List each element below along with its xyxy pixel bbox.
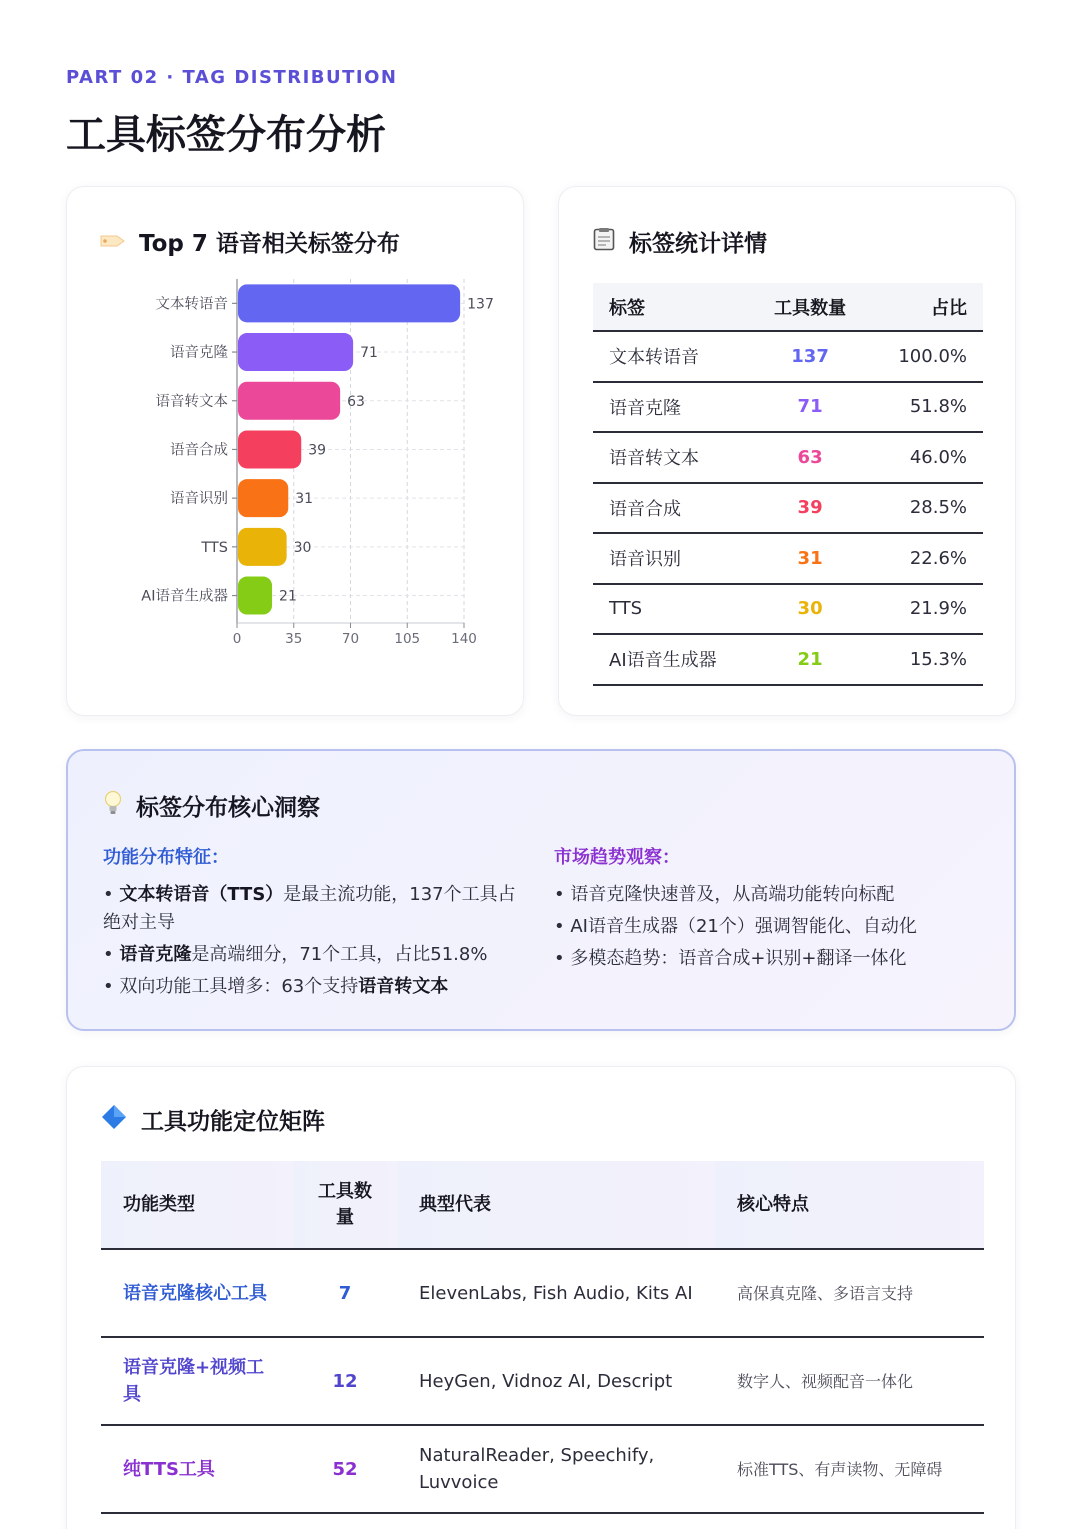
blue-diamond-icon (101, 1104, 127, 1136)
category-label: 语音识别 (170, 491, 228, 508)
stats-card-title (593, 225, 767, 258)
stats-tag: 语音克隆 (593, 382, 751, 433)
stats-tag: 语音合成 (593, 483, 751, 534)
bar (238, 382, 340, 420)
matrix-card-title-text: 工具功能定位矩阵 (141, 1109, 325, 1135)
data-label: 39 (308, 442, 327, 459)
table-row (593, 584, 983, 635)
stats-count: 137 (751, 331, 869, 382)
insight-right-column (554, 843, 994, 977)
bar (238, 430, 301, 468)
insight-left-line-1-rest: 是最主流功能，137个工具占绝对主导 (103, 884, 516, 933)
chart-card-title-text: Top 7 语音相关标签分布 (139, 231, 400, 257)
stats-tag: 文本转语音 (593, 331, 751, 382)
stats-count: 21 (751, 634, 869, 685)
table-row (593, 432, 983, 483)
matrix-type: 语音克隆+视频工具 (101, 1337, 293, 1425)
insight-right-line-3-text: 多模态趋势：语音合成+识别+翻译一体化 (570, 948, 907, 969)
matrix-count: 52 (293, 1425, 397, 1513)
category-label: 语音克隆 (170, 345, 228, 362)
insight-card (66, 749, 1016, 1031)
insight-right-heading: 市场趋势观察： (554, 847, 680, 868)
matrix-type: 纯TTS工具 (101, 1425, 293, 1513)
matrix-count: 7 (293, 1249, 397, 1337)
tag-stats-card (558, 186, 1016, 716)
insight-card-title-text: 标签分布核心洞察 (136, 795, 320, 821)
matrix-feature: 数字人、视频配音一体化 (715, 1337, 984, 1425)
bar (238, 528, 287, 566)
stats-tag: TTS (593, 584, 751, 635)
tag-distribution-chart-card (66, 186, 524, 716)
table-row (593, 331, 983, 382)
tag-stats-table (593, 283, 983, 686)
matrix-rep: NaturalReader, Speechify, Luvvoice (397, 1425, 715, 1513)
x-tick-label: 105 (394, 631, 421, 647)
matrix-header-rep: 典型代表 (397, 1161, 715, 1249)
x-tick-label: 70 (341, 631, 360, 647)
insight-left-heading: 功能分布特征： (103, 847, 229, 868)
table-row (593, 533, 983, 584)
data-label: 71 (360, 345, 378, 362)
table-row (593, 483, 983, 534)
insight-right-line-3: • 多模态趋势：语音合成+识别+翻译一体化 (554, 948, 907, 969)
bar (238, 284, 460, 322)
stats-pct: 28.5% (869, 483, 983, 534)
clipboard-icon (593, 227, 615, 257)
category-label: TTS (201, 539, 228, 556)
header-count: 工具数量 (751, 283, 869, 331)
category-label: 语音合成 (170, 442, 228, 459)
section-eyebrow: PART 02 · TAG DISTRIBUTION (66, 67, 398, 88)
stats-count: 71 (751, 382, 869, 433)
stats-tag: AI语音生成器 (593, 634, 751, 685)
category-label: 语音转文本 (155, 393, 228, 410)
stats-card-title-text: 标签统计详情 (629, 231, 767, 257)
stats-pct: 100.0% (869, 331, 983, 382)
table-row (593, 634, 983, 685)
table-header-row (593, 283, 983, 331)
matrix-header-type: 功能类型 (101, 1161, 293, 1249)
insight-right-line-1: • 语音克隆快速普及，从高端功能转向标配 (554, 884, 895, 905)
stats-count: 63 (751, 432, 869, 483)
matrix-count: 12 (293, 1337, 397, 1425)
matrix-feature: 高保真克隆、多语言支持 (715, 1249, 984, 1337)
category-label: AI语音生成器 (141, 588, 228, 605)
stats-pct: 22.6% (869, 533, 983, 584)
stats-count: 39 (751, 483, 869, 534)
category-label: 文本转语音 (155, 296, 228, 313)
header-pct: 占比 (869, 283, 983, 331)
matrix-card-title (101, 1103, 325, 1136)
page-title: 工具标签分布分析 (66, 112, 386, 158)
stats-count: 30 (751, 584, 869, 635)
bar (238, 333, 353, 371)
insight-right-line-2: • AI语音生成器（21个）强调智能化、自动化 (554, 916, 917, 937)
data-label: 63 (347, 393, 365, 410)
matrix-header-row (101, 1161, 984, 1249)
x-tick-label: 0 (232, 631, 242, 647)
bar (238, 577, 272, 615)
function-matrix-table (101, 1161, 984, 1514)
table-row (101, 1425, 984, 1513)
header-tag: 标签 (593, 283, 751, 331)
data-label: 137 (467, 296, 494, 313)
stats-tag: 语音识别 (593, 533, 751, 584)
matrix-type: 语音克隆核心工具 (101, 1249, 293, 1337)
data-label: 21 (279, 588, 297, 605)
matrix-rep: ElevenLabs, Fish Audio, Kits AI (397, 1249, 715, 1337)
insight-left-line-1-bold: 文本转语音（TTS） (119, 884, 284, 905)
function-matrix-card (66, 1066, 1016, 1529)
matrix-header-count: 工具数量 (293, 1161, 397, 1249)
insight-left-line-2-rest: 是高端细分，71个工具，占比51.8% (191, 944, 488, 965)
insight-left-line-1: • 文本转语音（TTS）是最主流功能，137个工具占绝对主导 (103, 884, 516, 933)
table-row (101, 1337, 984, 1425)
stats-pct: 51.8% (869, 382, 983, 433)
bar-chart (67, 187, 525, 717)
x-tick-label: 140 (451, 631, 477, 647)
insight-left-line-3-rest: 双向功能工具增多：63个支持 (119, 976, 359, 997)
bar (238, 479, 288, 517)
insight-left-line-2: • 语音克隆是高端细分，71个工具，占比51.8% (103, 944, 488, 965)
x-tick-label: 35 (285, 631, 303, 647)
lightbulb-icon (104, 790, 122, 822)
insight-left-line-3-bold: 语音转文本 (358, 976, 449, 997)
data-label: 30 (293, 539, 312, 556)
insight-card-title (104, 789, 320, 822)
stats-pct: 15.3% (869, 634, 983, 685)
stats-count: 31 (751, 533, 869, 584)
stats-tag: 语音转文本 (593, 432, 751, 483)
insight-left-line-2-bold: 语音克隆 (119, 944, 192, 965)
insight-left-line-3: • 双向功能工具增多：63个支持语音转文本 (103, 976, 449, 997)
data-label: 31 (295, 491, 314, 508)
table-row (593, 382, 983, 433)
insight-left-column (103, 843, 533, 1005)
stats-pct: 21.9% (869, 584, 983, 635)
table-row (101, 1249, 984, 1337)
stats-pct: 46.0% (869, 432, 983, 483)
matrix-header-feat: 核心特点 (715, 1161, 984, 1249)
insight-right-line-2-text: AI语音生成器（21个）强调智能化、自动化 (570, 916, 917, 937)
insight-right-line-1-text: 语音克隆快速普及，从高端功能转向标配 (570, 884, 895, 905)
matrix-rep: HeyGen, Vidnoz AI, Descript (397, 1337, 715, 1425)
matrix-feature: 标准TTS、有声读物、无障碍 (715, 1425, 984, 1513)
